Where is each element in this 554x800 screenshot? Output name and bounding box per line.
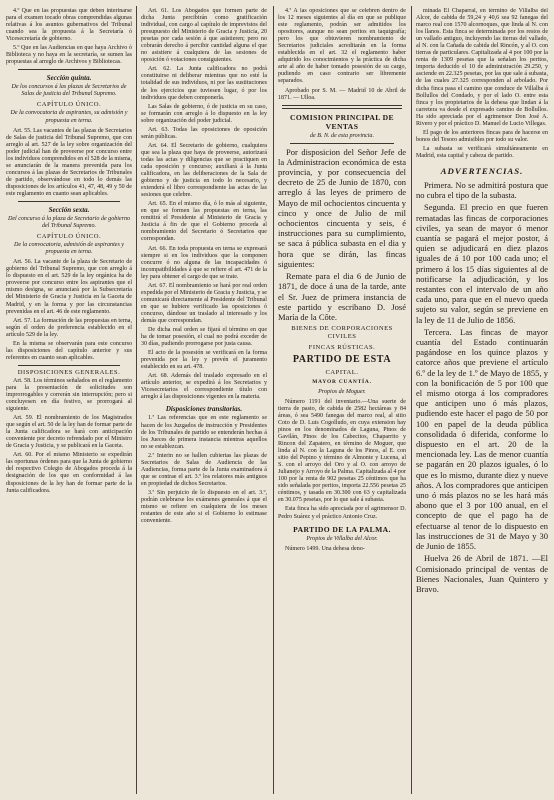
paragraph: En la misma se observarán para este concurso las disposiciones del capítulo anterior y sus referentes en cuanto sean aplicables. [6,340,132,361]
value-class-heading: MAYOR CUANTÍA. [312,379,372,386]
section-subtitle: De los concursos á las plazas de Secretarios de Salas de justicia del Tribunal Supremo. [11,84,127,98]
article-65: Art. 65. En el mismo día, ó lo más al siguiente, en que se formen las propuestas en terna, las remitirá el Presidente al Ministerio de Gracia y Justicia á fin de que el Gobierno proceda al nombramiento del Secretario ó Secretarios que correspondan. [141,201,267,243]
article-61: Art. 61. Los Abogados que formen parte de dicha Junta percibirán como gratificación individual, con cargo al capítulo de imprevistos del presupuesto del Ministerio de Gracia y Justicia, 20 pesetas por cada sesión á que asistieren; pero no cobrarán derecho á percibir cantidad alguna el que no asistiere á cualquiera de las sesiones de oposición ó votaciones consiguientes. [141,8,267,64]
article-57: Art. 57. La formación de las propuestas en terna, según el orden de preferencia establecido en el artículo 529 de la ley. [6,317,132,338]
article-62: Art. 62. La Junta calificadora no podrá constituirse ni deliberar mientras que no esté la totalidad de sus individuos, ni por las sustituciones de los ejercicios que tuviesen lugar, ó por los individuos que deben componerla. [141,66,267,101]
paragraph: Las Salas de gobierno, ó de justicia en su caso, se formarán con arreglo á lo dispuesto en la ley sobre organización del poder judicial. [141,103,267,124]
article-55: Art. 55. Las vacantes de las plazas de Secretarios de Salas de justicia del Tribunal Supremo, que con arreglo al art. 527 de la ley sobre organización del poder judicial han de proveerse por concurso entre los individuos comprendidos en el 528 de la misma, se anunciarán de la manera prevenida para los concursos á las plazas de Secretarios de Tribunales de partido, observándose en todo lo demás las disposiciones de los artículos 41, 47, 48, 49 y 50 de este reglamento en cuanto sean aplicables. [6,127,132,197]
transitional-1: 1.ª Las referencias que en este reglamento se hacen de los Juzgados de instrucción y Presidentes de los Tribunales de partido se entenderán hechas á los Jueces de primera instancia mientras aquellos no se establezcan. [141,415,267,450]
article-63: Art. 63. Todas las oposiciones de oposición serán públicas. [141,126,267,140]
district-heading: PARTIDO DE ESTA [292,354,392,366]
paragraph: 5.º Que en las Audiencias en que haya Archivo ó Biblioteca y no haya en la secretaría, se sumen las propuestas al arreglo de Archivos y Bibliotecas. [6,45,132,66]
property-description: Número 1499. Una dehesa deno- [285,545,365,552]
warning-3: Tercera. Las fincas de mayor cuantía del Estado continuarán pagándose en los quince plazos y catorce años que previene el artículo 6.º de la ley de 1.º de Mayo de 1855, y con la bonificación de 5 por 100 que el mismo otorga á los compradores que anticipen uno ó más plazos, pudiendo este hacer el pago de 50 por 100 en papel de la deuda pública consolidada ó diferida, conforme lo dispuesto en el art. 20 de la mencionada ley. Las de menor cuantía se pagarán en 20 plazos iguales, ó lo que es lo mismo, durante diez y nueve años. A los compradores que anticipen uno ó más plazos no se les hará más abono que el 3 por 100 anual, en el concepto de que el pago ha de efectuarse al tenor de lo dispuesto en las instrucciones de 31 de Mayo y 30 de Junio de 1855. [416,326,548,552]
column-1 [6,8,132,792]
district-heading: PARTIDO DE LA PALMA. [293,524,391,534]
paragraph: El acto de la posesión se verificará en la forma prevenida por la ley y prevén el juramento establecido en su art. 478. [141,350,267,371]
article-68: Art. 68. Además del traslado expresado en el artículo anterior, se expedirá á los Secretarios y Vicesecretarios el correspondiente título con arreglo á las disposiciones vigentes en la materia. [141,373,267,401]
paragraph: De dicha real orden se fijará el término en que ha de tomar posesión, el cual no podrá exceder de 30 días, pudiendo prorrogarse por justa causa. [141,327,267,348]
warning-2: Segunda. El precio en que fueren rematadas las fincas de corporaciones civiles, ya sean de mayor ó menor cuantía se pagará el mejor postor, á quien se adjudicará en diez plazos iguales de á 10 por 100 cada uno; el primero á los 15 días siguientes al de notificarse la adjudicación, y los restantes con el intervalo de un año cada uno, para que en el nuevo queda sujeto su valor, según se previene en la ley de 11 de Julio de 1856. [416,202,548,325]
announcement-paragraph: Por disposicion del Señor Jefe de la Administracion económica de esta provincia, y por consecuencia del decreto de 25 de Junio de 1870, con arreglo á las leyes de primero de Mayo de mil ochocientos cincuenta y cinco y once de Julio de mil ochocientos cincuenta y seis, é instrucciones para su cumplimiento, se saca á pública subasta en el dia y hora que se dirán, las fincas siguientes: [278,146,406,269]
property-description: Número 1191 del inventario.—Una suerte de tierra de pasto, de cabida de 2582 hectáreas y 84 áreas, ó sea 5490 fanegas del marco real, al sitio Coto de D. Luis Cogolludo, en cuya extension hay pinos en los denominados de Laguna, Pinos de Gavilán, Pinos de los Cabecitos, Chaparrito y Rincon del Zapatero, en término de Moguer, que linda al N. con la Laguna de los Pinos, al E. con sitio del Pepino y término de Almonte y Lucena, al S. con el arroyo del Oro y al O. con arroyo de Julianejo y Arroyo de la Palma. Capitalizada al 4 por 100 por la renta de 902 pesetas 25 céntimos que ha sido señalada por peritos, importa 22.556 pesetas 25 céntimos, y tasada en 30.300 con 63 y capitalizada en 30.075 pesetas, por lo que sale á subasta. [278,398,406,504]
transitional-4: 4.ª A las oposiciones que se celebren dentro de los 12 meses siguientes al día en que se publique este reglamento, podrán ser admitidos los opositores, aunque no sean peritos en taquigrafía; pero los que obtuvieren nombramiento de Secretarios judiciales acreditarán en la forma establecida en el art. 32 el reglamento haber adquirido los conocimientos y la práctica de dicha arte al año de haber tomado posesión de su cargo, pudiendo en caso contrario ser libremente separados. [278,8,406,85]
owner-heading: Propios de Villalba del Alcor. [306,535,378,542]
article-64: Art. 64. El Secretario de gobierno, cualquiera que sea la plaza que haya de proveerse, autorizará todas las actas y diligencias que se practiquen en cada oposición y concurso; auxiliará á la Junta calificadora, en las deliberaciones de la Sala de gobierno y de justicia en todo lo necesario, y extenderá el libro correspondiente las actas de las sesiones que celebre. [141,142,267,199]
article-56: Art. 56. La vacante de la plaza de Secretario de gobierno del Tribunal Supremo, que con arreglo á lo dispuesto en el art. 529 de la ley orgánica ha de proveerse por concurso entre los aspirantes que el mismo designa, se anunciará por la Subsecretaría del Ministerio de Gracia y Justicia en la Gaceta de Madrid, y en la forma y por las circunstancias prevenidas en el art. 46 de este reglamento. [6,259,132,315]
property-description-cont: minada El Chaparral, en término de Villalba del Alcor, de cabida de 59,24 y 40,6 sea 92 fanegas del marco real con 1570 alcornoques, que linda al N. con los llanos. Esta finca se determinada por los restos de un vallado antiguo, incluyendo las tierras del vallado, al N. con la Cañada de cabida del Rincón, y al O. con tierras de particulares. Capitalizada al 4 por 100 por la renta de 1309 pesetas que la señalan los peritos, importa deducido el 10 de administración 29.250, y asciende en 22.325 pesetas, por las que sale á subasta, de las cuales 27.325 corresponden al arbolado. Por dicha finca pasa el camino que conduce de Villalba á Bollullos del Condado, y por el lado O. entre esta finca y los propietarios de la dehesa que lindan á la carretera va desde el expresado camino de Bollullos. Ha sido apreciada por el agrimensor Don José A. Rivero y por el práctico D. Manuel de Lucio Villegas. [416,8,548,127]
section-title: Sección sexta. [48,206,90,215]
general-provisions-title: DISPOSICIONES GENERALES. [17,368,121,376]
transitional-2: 2.ª Interin no se hallen cubiertas las plazas de Secretarios de Salas de Audiencia de las Audiencias, forma parte de la Junta examinadora á que se contrae el art. 3.º los relatores más antiguos en propiedad de dichos Secretarios. [141,452,267,487]
article-67: Art. 67. El nombramiento se hará por real orden expedida por el Ministerio de Gracia y Justicia, y se comunicará directamente al Presidente del Tribunal en que se hubiere verificado las oposiciones ó concurso, dándose un traslado al interesado y los demás que correspondan. [141,282,267,324]
chapter-subtitle: De la convocatoria, admisión de aspirantes y propuesta en terna. [13,242,124,256]
column-4 [416,8,548,792]
warning-1: Primera. No se admitirá postura que no cubra el tipo de la subasta. [416,179,548,201]
signature-paragraph: Huelva 26 de Abril de 1871. —El Comisionado principal de ventas de Bienes Nacionales, Juan Quintero y Bravo. [416,553,548,594]
column-divider [411,6,412,794]
column-3 [278,8,406,792]
column-divider [136,6,137,794]
double-separator [282,105,402,109]
article-60: Art. 60. Por el mismo Ministerio se expedirán las oportunas órdenes para que la Junta de gobierno del respectivo Colegio de Abogados proceda á la designación de los que en conformidad á las disposiciones de la ley han de formar parte de la Junta calificadora. [6,452,132,494]
separator-line [18,365,120,366]
district-subheading: CAPITAL. [325,369,359,377]
separator-line [18,69,120,70]
transitional-provisions-title: Disposiciones transitorias. [165,405,243,414]
paragraph: 4.º Que en las propuestas que deben interinarse para el examen tocado obras comprendidas algunas relativas á los asuntos gubernativos del Tribunal cuando sea la propuesta á la Secretaría ó Vicesecretaría de gobierno. [6,8,132,43]
article-58: Art. 58. Los términos señalados en el reglamento para la presentación de solicitudes son improrrogables y correrán sin interrupción; pero si concluyesen en día festivo, se prorrogará al siguiente. [6,377,132,413]
column-2 [141,8,267,792]
approval-line: Aprobado por S. M. — Madrid 10 de Abril de 1871. — Ulloa. [278,87,406,101]
chapter-title: CAPÍTULO ÚNICO. [36,233,102,241]
owner-heading: Propios de Moguer. [318,388,366,395]
commission-subheader: de B. N. de esta provincia. [310,132,374,139]
transitional-3: 3.ª Sin perjuicio de lo dispuesto en el art. 3.º, podrán celebrarse los exámenes generales á que el mismo se refiere en cualquiera de los meses restantes de este año si el Gobierno lo estimase conveniente. [141,489,267,525]
commission-header: COMISION PRINCIPAL DE VENTAS [289,112,395,131]
paragraph: La subasta se verificará simultáneamente en Madrid, esta capital y cabeza de partido. [416,145,548,159]
separator-line [290,143,394,144]
separator-line [18,201,120,202]
article-59: Art. 59. El nombramiento de los Magistrados que según el art. 50 de la ley han de formar parte de la Junta calificadora se hará con anticipación conveniente por decreto refrendado por el Ministro de Gracia y Justicia, y se publicará en la Gaceta. [6,415,132,450]
auction-date-paragraph: Remate para el dia 6 de Junio de 1871, de doce á una de la tarde, ante el Sr. Juez de primera instancia de este partido y escribano D. José María de la Côte. [278,271,406,322]
section-subtitle: Del concurso á la plaza de Secretario de gobierno del Tribunal Supremo. [7,216,131,230]
chapter-subtitle: De la convocatoria de aspirantes, su admisión y propuesta en terna. [10,110,128,124]
paragraph: Esta finca ha sido apreciada por el agrimensor D. Pedro Suárez y el práctico Antonio Cruz. [278,506,406,520]
column-divider [273,6,274,794]
warnings-title: ADVERTENCIAS. [440,165,524,176]
section-title: Sección quinta. [46,74,92,83]
category-heading: BIENES DE CORPORACIONES CIVILES [291,325,393,341]
category-heading: FINCAS RÚSTICAS. [308,344,376,352]
chapter-title: CAPÍTULO ÚNICO. [36,101,102,109]
paragraph: El pago de los anteriores fincas para de hacerse en bonos del Tesoro admisibles por todo su valor. [416,129,548,143]
article-66: Art. 66. En toda propuesta en terna se expresará siempre si en los individuos que la componen concurre ó no alguna de las incapacidades ó incompatibilidades á que se refiere el art. 471 de la ley para obtener el cargo de que se trate. [141,245,267,280]
